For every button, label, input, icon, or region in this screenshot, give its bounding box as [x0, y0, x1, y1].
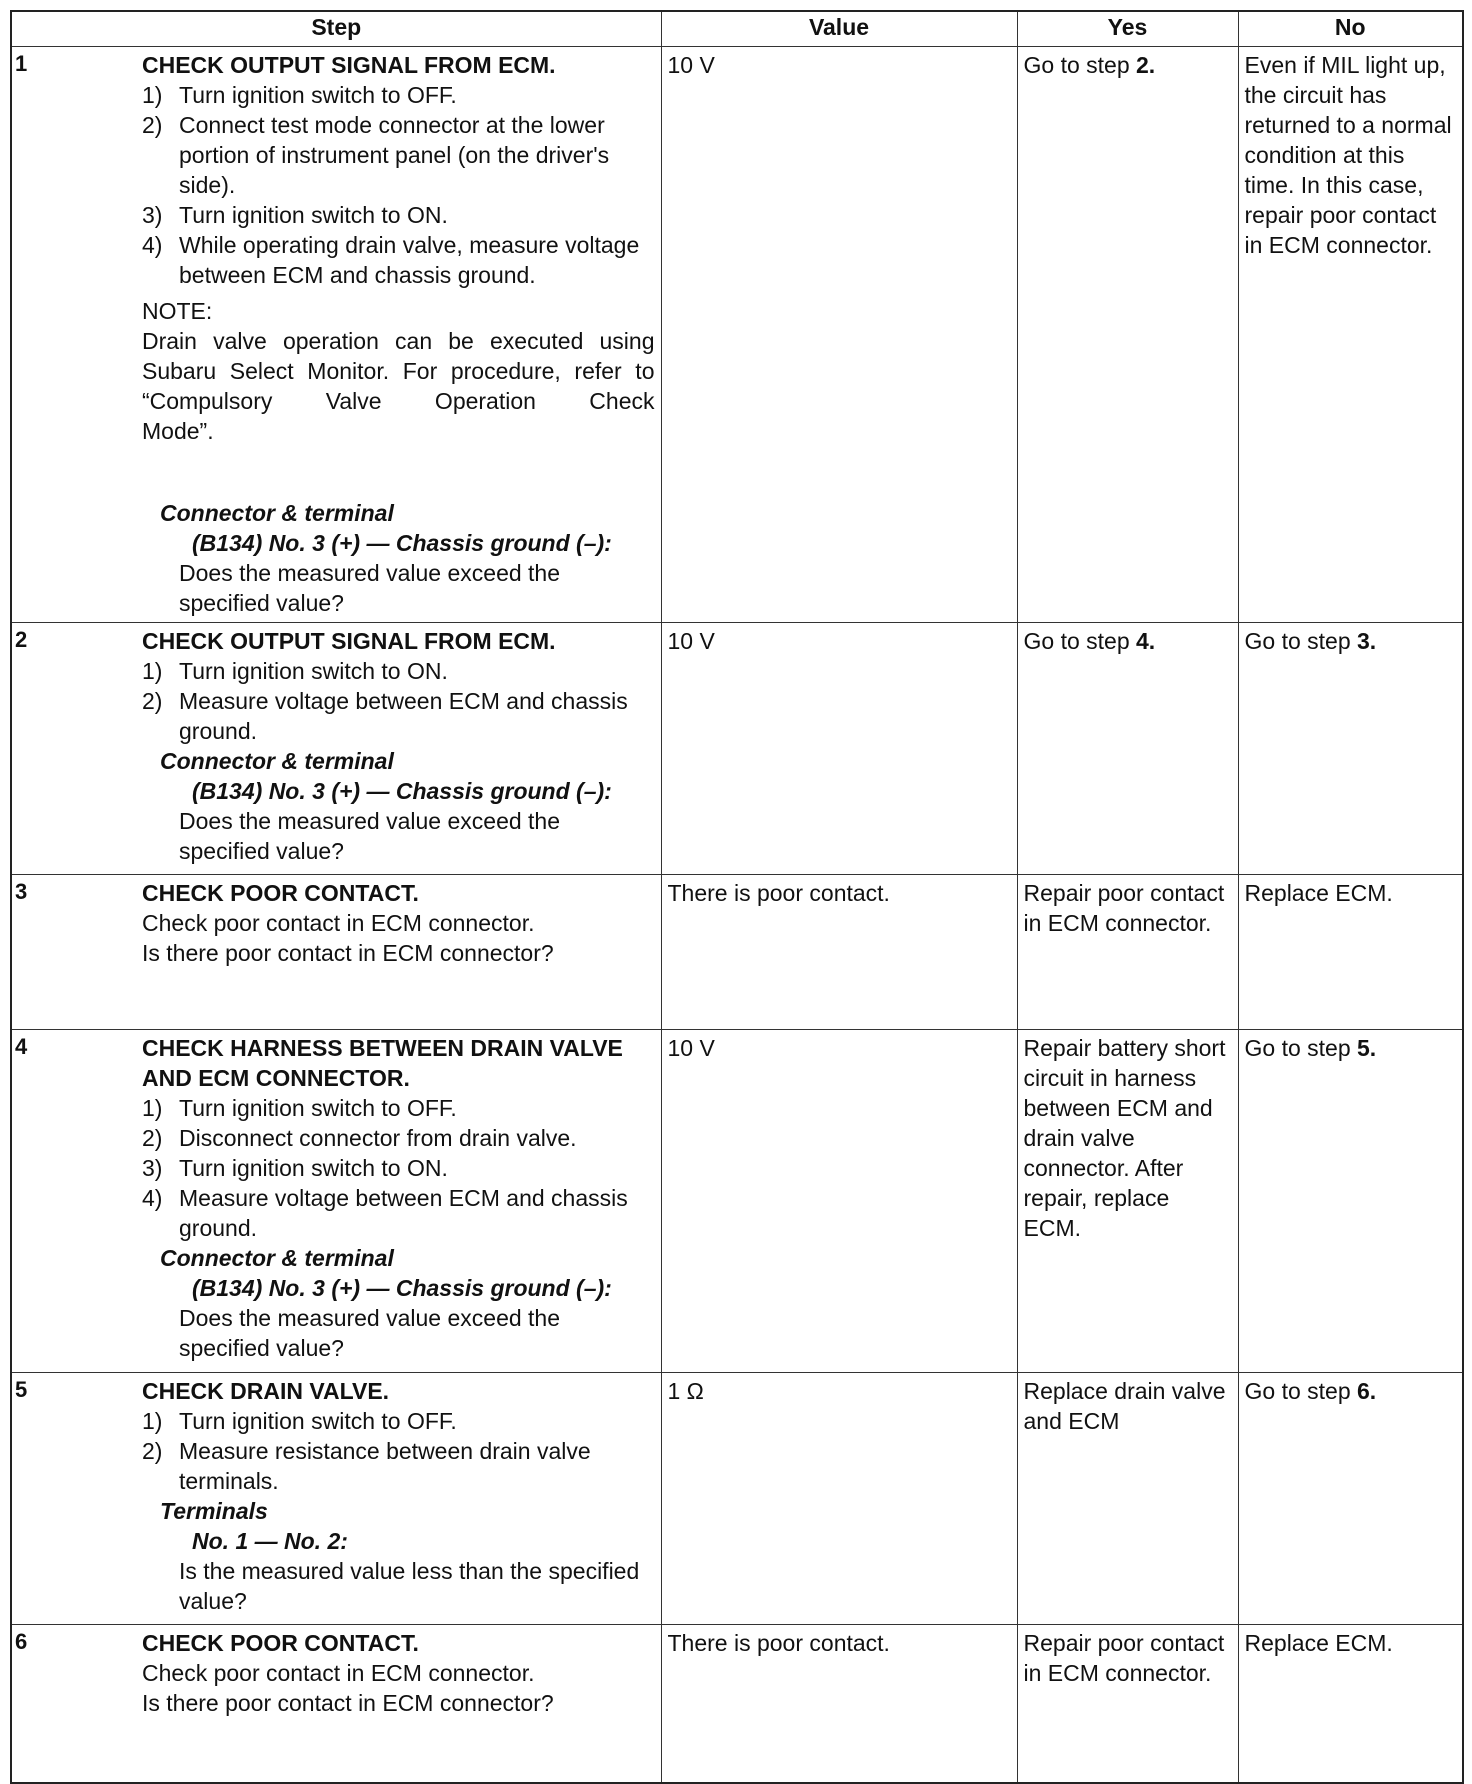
yes-cell: Repair poor contact in ECM connector. [1017, 1625, 1238, 1783]
spec-terminal: No. 1 — No. 2: [192, 1528, 348, 1554]
no-cell: Even if MIL light up, the circuit has returned to a normal condition at this time. In this case, repair poor contact in ECM connector. [1238, 47, 1463, 623]
spec-terminal: (B134) No. 3 (+) — Chassis ground (–): [192, 530, 612, 556]
question-text: Does the measured value exceed the specified value? [179, 808, 561, 864]
step-cell [11, 1030, 661, 1373]
table-row [11, 623, 1463, 875]
step-title: CHECK OUTPUT SIGNAL FROM ECM. [142, 52, 556, 78]
list-item: 4) While operating drain valve, measure voltage between ECM and chassis ground. [142, 232, 640, 288]
question-text: Is there poor contact in ECM connector? [142, 940, 554, 966]
no-cell: Go to step 5. [1238, 1030, 1463, 1373]
no-cell: Go to step 3. [1238, 623, 1463, 875]
yes-cell: Repair battery short circuit in harness between ECM and drain valve connector. After repair, replace ECM. [1017, 1030, 1238, 1373]
header-no: No [1238, 11, 1463, 47]
list-item: 3) Turn ignition switch to ON. [142, 1155, 448, 1181]
list-item: 1) Turn ignition switch to ON. [142, 658, 448, 684]
spec-heading: Connector & terminal [160, 748, 394, 774]
step-body [142, 1376, 655, 1616]
value-cell: There is poor contact. [661, 875, 1017, 1030]
step-title: CHECK POOR CONTACT. [142, 1630, 419, 1656]
step-number: 6 [15, 1629, 28, 1654]
step-cell [11, 875, 661, 1030]
spec-heading: Connector & terminal [160, 1245, 394, 1271]
instruction-line: Check poor contact in ECM connector. [142, 1660, 535, 1686]
step-number: 5 [15, 1377, 28, 1402]
value-cell: 1 Ω [661, 1373, 1017, 1625]
step-title: CHECK POOR CONTACT. [142, 880, 419, 906]
note-label: NOTE: [142, 298, 213, 324]
step-cell [11, 623, 661, 875]
step-body [142, 1033, 655, 1363]
spec-heading: Connector & terminal [160, 500, 394, 526]
header-yes: Yes [1017, 11, 1238, 47]
question-text: Is the measured value less than the specified value? [179, 1558, 640, 1614]
step-cell [11, 1373, 661, 1625]
list-item: 2) Connect test mode connector at the lower portion of instrument panel (on the driver's side). [142, 112, 610, 198]
step-number: 1 [15, 51, 28, 76]
step-number: 4 [15, 1034, 28, 1059]
step-title: CHECK OUTPUT SIGNAL FROM ECM. [142, 628, 556, 654]
no-cell: Replace ECM. [1238, 875, 1463, 1030]
step-body [142, 1628, 655, 1718]
list-item: 2) Measure voltage between ECM and chassis ground. [142, 688, 628, 744]
no-cell: Go to step 6. [1238, 1373, 1463, 1625]
table-row [11, 47, 1463, 623]
table-row [11, 1030, 1463, 1373]
note-text: Drain valve operation can be executed using Subaru Select Monitor. For procedure, refer to “Compulsory Valve Operation Check Mode”. [142, 328, 655, 444]
step-number: 2 [15, 627, 28, 652]
value-cell: There is poor contact. [661, 1625, 1017, 1783]
step-number: 3 [15, 879, 28, 904]
table-row [11, 1373, 1463, 1625]
table-row [11, 1625, 1463, 1783]
list-item: 4) Measure voltage between ECM and chassis ground. [142, 1185, 628, 1241]
header-value: Value [661, 11, 1017, 47]
no-cell: Replace ECM. [1238, 1625, 1463, 1783]
step-cell [11, 47, 661, 623]
spec-heading: Terminals [160, 1498, 268, 1524]
step-title: CHECK HARNESS BETWEEN DRAIN VALVE AND ECM CONNECTOR. [142, 1035, 623, 1091]
spec-terminal: (B134) No. 3 (+) — Chassis ground (–): [192, 778, 612, 804]
spec-terminal: (B134) No. 3 (+) — Chassis ground (–): [192, 1275, 612, 1301]
value-cell: 10 V [661, 47, 1017, 623]
value-cell: 10 V [661, 1030, 1017, 1373]
yes-cell: Repair poor contact in ECM connector. [1017, 875, 1238, 1030]
diagnostic-table [10, 10, 1464, 1784]
yes-cell: Replace drain valve and ECM [1017, 1373, 1238, 1625]
list-item: 1) Turn ignition switch to OFF. [142, 1095, 457, 1121]
yes-cell: Go to step 2. [1017, 47, 1238, 623]
question-text: Does the measured value exceed the specified value? [179, 1305, 561, 1361]
step-body [142, 878, 655, 968]
list-item: 1) Turn ignition switch to OFF. [142, 1408, 457, 1434]
header-row [11, 11, 1463, 47]
header-step: Step [11, 11, 661, 47]
value-cell: 10 V [661, 623, 1017, 875]
yes-cell: Go to step 4. [1017, 623, 1238, 875]
list-item: 2) Disconnect connector from drain valve. [142, 1125, 577, 1151]
list-item: 2) Measure resistance between drain valve terminals. [142, 1438, 591, 1494]
step-title: CHECK DRAIN VALVE. [142, 1378, 390, 1404]
question-text: Does the measured value exceed the specified value? [179, 560, 561, 616]
list-item: 1) Turn ignition switch to OFF. [142, 82, 457, 108]
step-cell [11, 1625, 661, 1783]
instruction-line: Check poor contact in ECM connector. [142, 910, 535, 936]
step-body [142, 50, 655, 618]
step-body [142, 626, 655, 866]
list-item: 3) Turn ignition switch to ON. [142, 202, 448, 228]
spacer [142, 446, 655, 498]
table-row [11, 875, 1463, 1030]
question-text: Is there poor contact in ECM connector? [142, 1690, 554, 1716]
